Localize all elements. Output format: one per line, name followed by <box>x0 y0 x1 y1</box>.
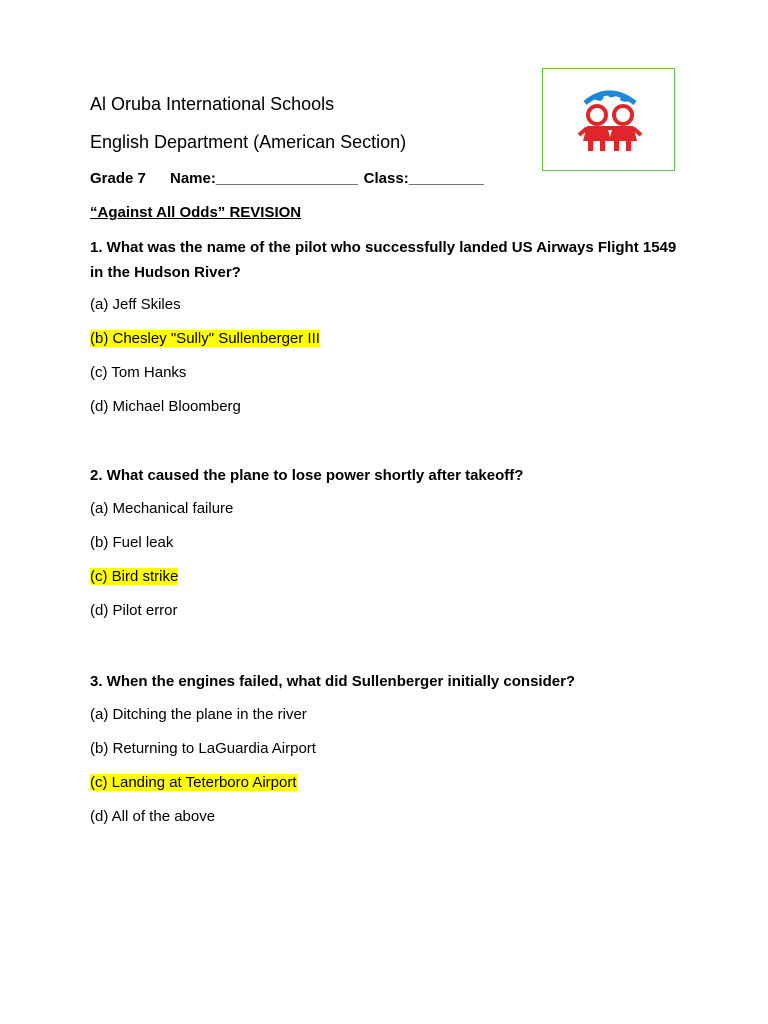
q1-option-a <box>90 296 181 313</box>
school-logo <box>542 68 675 171</box>
q3-option-b-label: (b) Returning to LaGuardia Airport <box>90 740 316 757</box>
worksheet-title: “Against All Odds” REVISION <box>90 204 302 221</box>
name-field: Name:_________________ <box>170 170 358 187</box>
q1-option-a-label: (a) Jeff Skiles <box>90 296 181 313</box>
q3-option-a-label: (a) Ditching the plane in the river <box>90 706 307 723</box>
q2-option-c-label: (c) Bird strike <box>90 568 179 585</box>
grade-label: Grade 7 <box>90 170 146 187</box>
globe-icon <box>585 92 635 103</box>
question-2: 2. What caused the plane to lose power shortly after takeoff? <box>90 467 524 484</box>
q2-option-a <box>90 500 233 517</box>
q3-option-c-label: (c) Landing at Teterboro Airport <box>90 774 297 791</box>
school-logo-icon <box>543 69 674 170</box>
q1-option-b-label: (b) Chesley "Sully" Sullenberger III <box>90 330 320 347</box>
q3-option-a <box>90 706 307 723</box>
q1-option-c-label: (c) Tom Hanks <box>90 364 187 381</box>
q2-option-c <box>90 568 178 585</box>
question-3: 3. When the engines failed, what did Sullenberger initially consider? <box>90 673 576 690</box>
student-info-row <box>90 170 484 187</box>
q2-option-a-label: (a) Mechanical failure <box>90 500 234 517</box>
q1-option-c <box>90 364 186 381</box>
q3-option-c <box>90 774 297 791</box>
q1-option-d <box>90 398 241 415</box>
class-field: Class:_________ <box>363 170 484 187</box>
department-name: English Department (American Section) <box>90 132 407 152</box>
child-figure-left-icon <box>579 106 611 151</box>
school-name: Al Oruba International Schools <box>90 94 335 114</box>
q2-option-b-label: (b) Fuel leak <box>90 534 174 551</box>
q2-option-d <box>90 602 178 619</box>
question-1: 1. What was the name of the pilot who successfully landed US Airways Flight 1549 in the Hudson River? <box>90 239 677 281</box>
child-figure-right-icon <box>607 106 641 151</box>
q3-option-d <box>90 808 215 825</box>
q3-option-b <box>90 740 316 757</box>
q1-option-b <box>90 330 320 347</box>
q2-option-d-label: (d) Pilot error <box>90 602 178 619</box>
q3-option-d-label: (d) All of the above <box>90 808 216 825</box>
q2-option-b <box>90 534 173 551</box>
q1-option-d-label: (d) Michael Bloomberg <box>90 398 241 415</box>
